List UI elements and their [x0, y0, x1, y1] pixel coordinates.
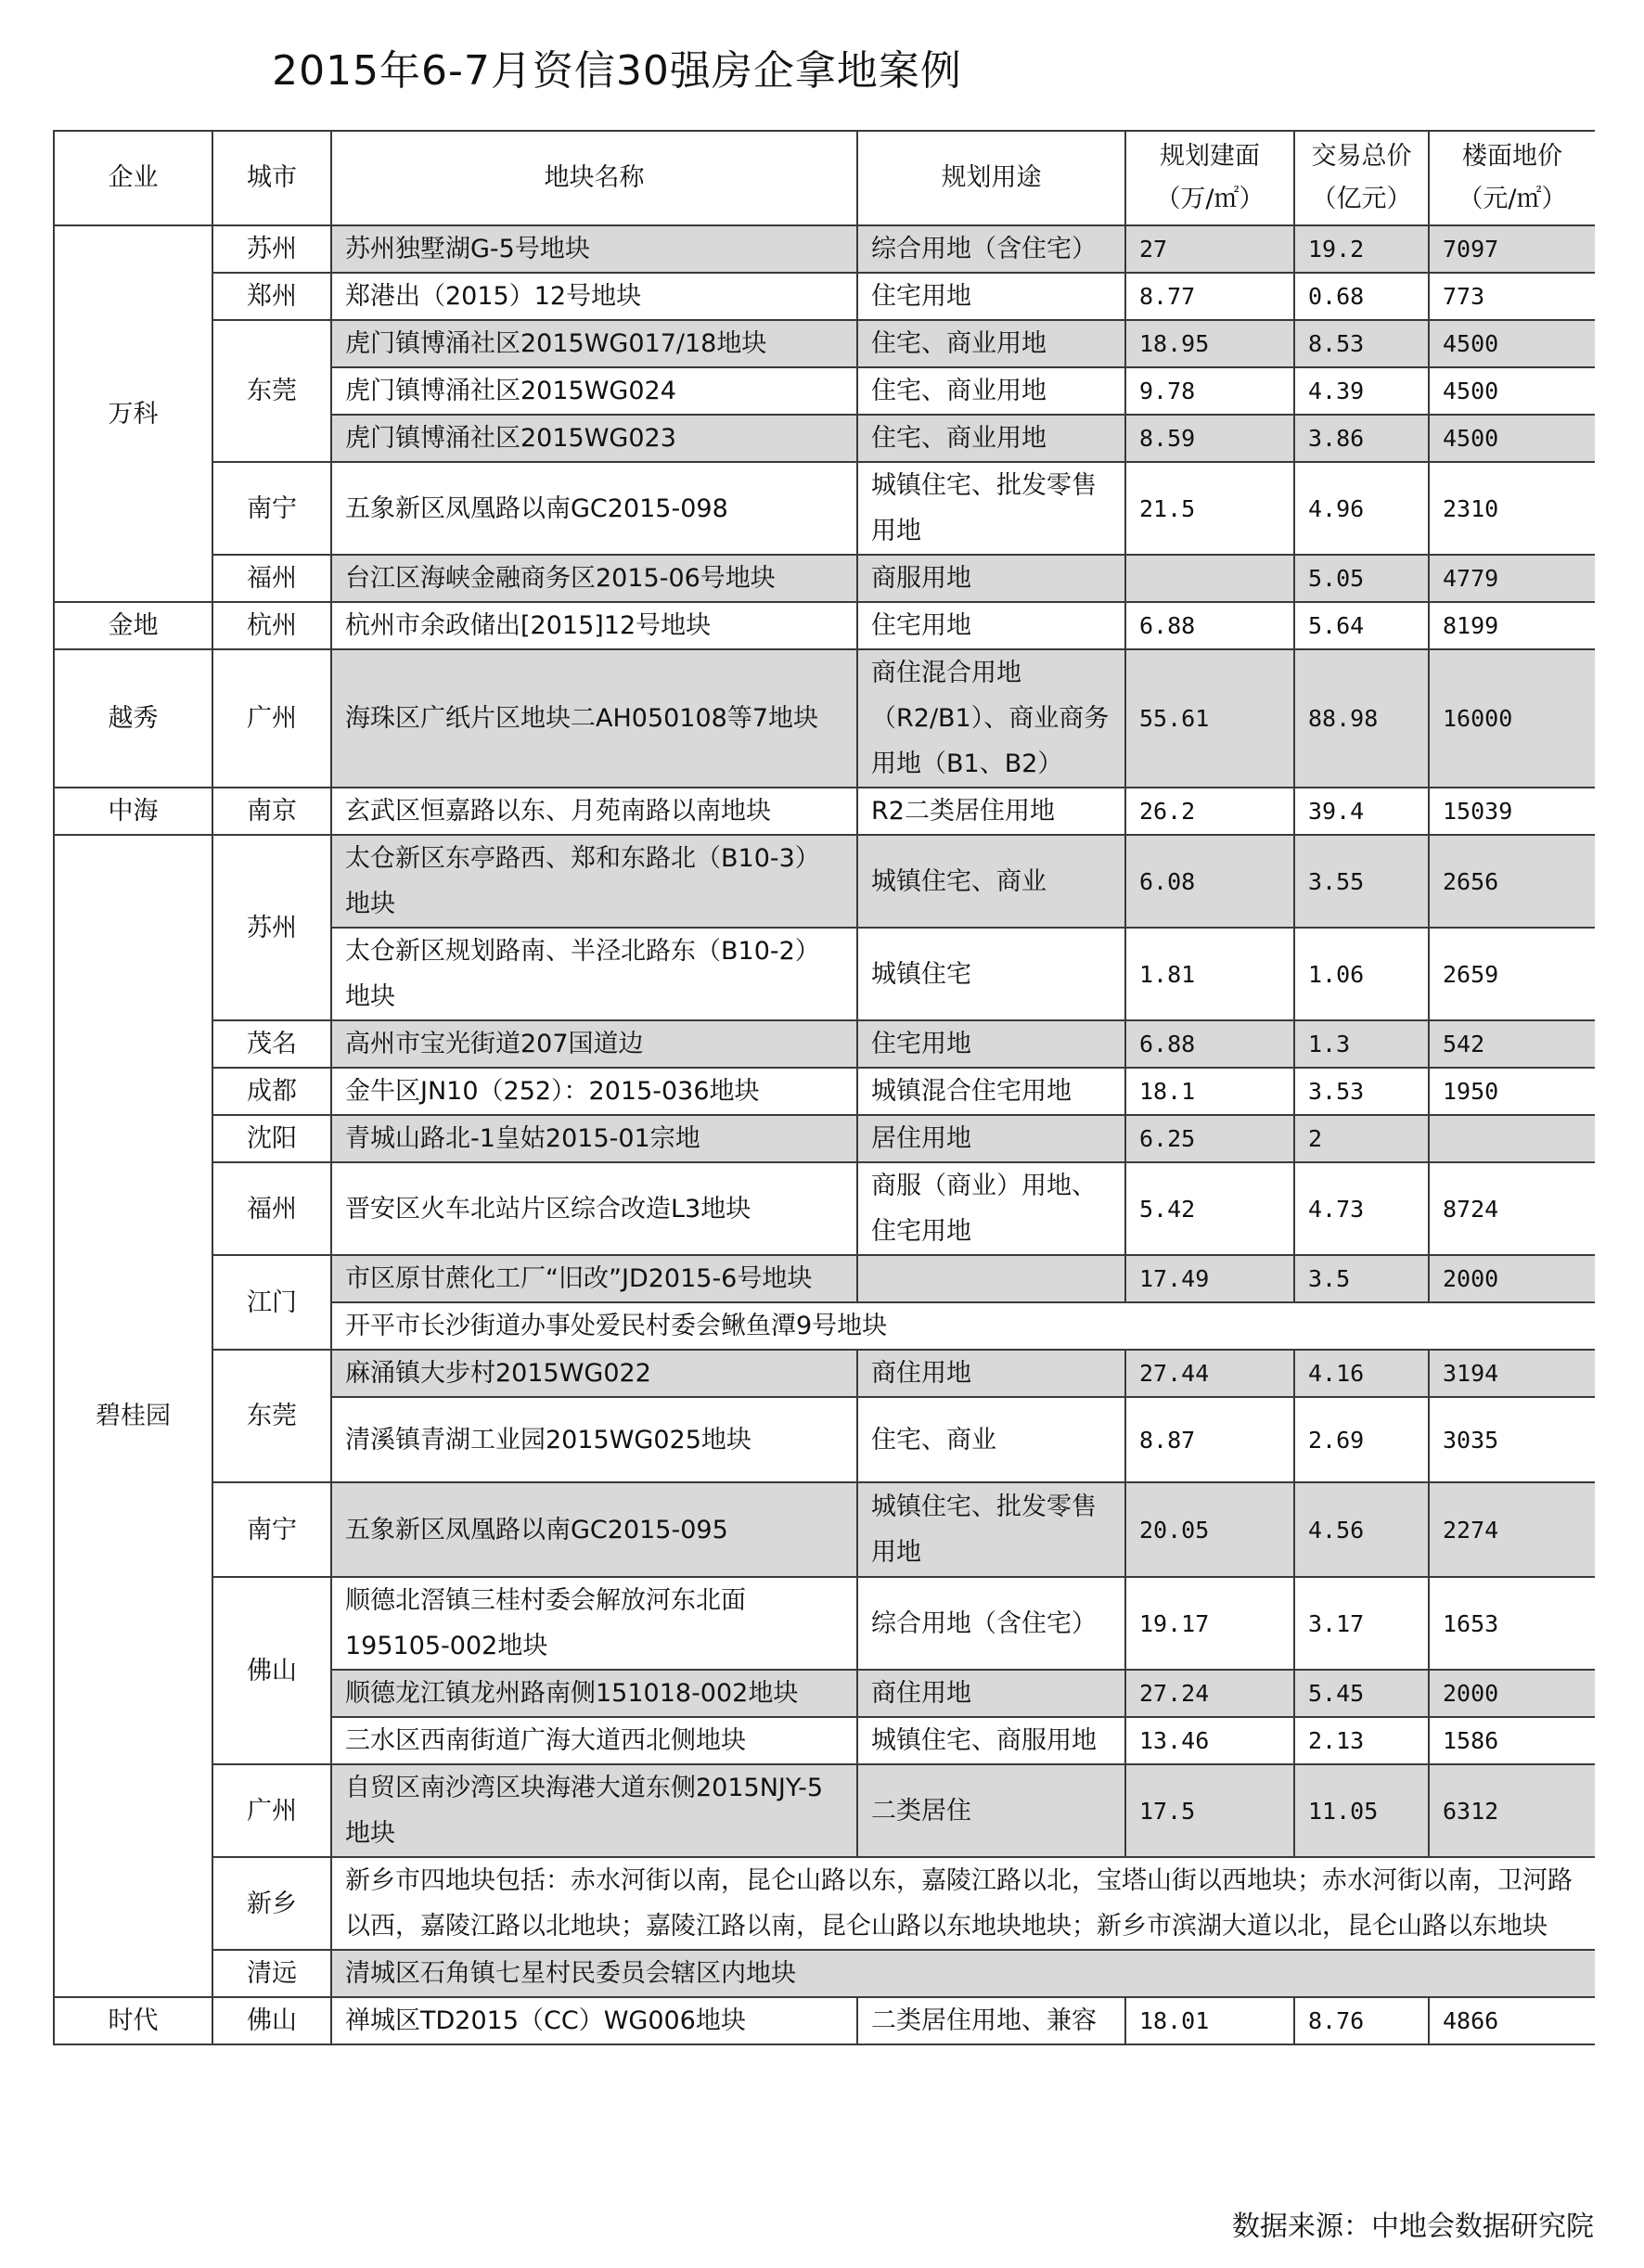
table-row [54, 1857, 1595, 1950]
plot-cell: 市区原甘蔗化工厂“旧改”JD2015-6号地块 [331, 1255, 857, 1302]
area-cell: 55.61 [1125, 649, 1294, 788]
plot-cell: 虎门镇博涌社区2015WG017/18地块 [331, 320, 857, 367]
use-cell: 二类居住用地、兼容 [857, 1997, 1125, 2044]
table-row [54, 1482, 1595, 1577]
unit-price-cell: 1586 [1429, 1717, 1595, 1764]
area-cell: 17.49 [1125, 1255, 1294, 1302]
use-cell: 商住用地 [857, 1670, 1125, 1717]
plot-cell: 金牛区JN10（252）：2015-036地块 [331, 1068, 857, 1115]
city-cell: 成都 [212, 1068, 331, 1115]
company-cell: 越秀 [54, 649, 212, 788]
use-cell: 商住用地 [857, 1350, 1125, 1397]
area-cell: 18.1 [1125, 1068, 1294, 1115]
unit-price-cell: 1653 [1429, 1577, 1595, 1670]
price-cell: 4.96 [1294, 462, 1429, 555]
use-cell: 综合用地（含住宅） [857, 1577, 1125, 1670]
unit-price-cell: 2274 [1429, 1482, 1595, 1577]
price-cell: 4.56 [1294, 1482, 1429, 1577]
plot-cell: 杭州市余政储出[2015]12号地块 [331, 602, 857, 649]
city-cell: 南宁 [212, 1482, 331, 1577]
city-cell: 清远 [212, 1950, 331, 1997]
plot-cell: 五象新区凤凰路以南GC2015-095 [331, 1482, 857, 1577]
unit-price-cell: 542 [1429, 1020, 1595, 1068]
plot-cell: 台江区海峡金融商务区2015-06号地块 [331, 555, 857, 602]
plot-cell: 顺德龙江镇龙州路南侧151018-002地块 [331, 1670, 857, 1717]
price-cell: 5.05 [1294, 555, 1429, 602]
company-cell: 碧桂园 [54, 835, 212, 1997]
use-cell: 商住混合用地（R2/B1）、商业商务用地（B1、B2） [857, 649, 1125, 788]
unit-price-cell: 1950 [1429, 1068, 1595, 1115]
plot-cell: 晋安区火车北站片区综合改造L3地块 [331, 1162, 857, 1255]
plot-cell: 郑港出（2015）12号地块 [331, 273, 857, 320]
area-cell: 26.2 [1125, 788, 1294, 835]
table-row [54, 462, 1595, 555]
use-cell: 住宅、商业用地 [857, 320, 1125, 367]
plot-cell: 麻涌镇大步村2015WG022 [331, 1350, 857, 1397]
price-cell: 0.68 [1294, 273, 1429, 320]
use-cell: 住宅、商业 [857, 1397, 1125, 1482]
use-cell: 住宅、商业用地 [857, 415, 1125, 462]
area-cell: 13.46 [1125, 1717, 1294, 1764]
unit-price-cell: 6312 [1429, 1764, 1595, 1857]
header-planned-use: 规划用途 [857, 131, 1125, 225]
table-row [54, 1255, 1595, 1302]
unit-price-cell: 4779 [1429, 555, 1595, 602]
table-row [54, 1764, 1595, 1857]
city-cell: 沈阳 [212, 1115, 331, 1162]
company-cell: 中海 [54, 788, 212, 835]
area-cell: 8.77 [1125, 273, 1294, 320]
unit-price-cell: 2000 [1429, 1255, 1595, 1302]
plot-cell: 顺德北滘镇三桂村委会解放河东北面195105-002地块 [331, 1577, 857, 1670]
price-cell: 11.05 [1294, 1764, 1429, 1857]
plot-cell: 五象新区凤凰路以南GC2015-098 [331, 462, 857, 555]
plot-cell: 苏州独墅湖G-5号地块 [331, 225, 857, 273]
price-cell: 8.53 [1294, 320, 1429, 367]
city-cell: 杭州 [212, 602, 331, 649]
price-cell: 4.16 [1294, 1350, 1429, 1397]
unit-price-cell: 4500 [1429, 367, 1595, 415]
area-cell: 18.01 [1125, 1997, 1294, 2044]
data-source-note: 数据来源：中地会数据研究院 [1232, 2210, 1594, 2243]
table-row [54, 1115, 1595, 1162]
area-cell: 27 [1125, 225, 1294, 273]
unit-price-cell: 7097 [1429, 225, 1595, 273]
use-cell: 住宅、商业用地 [857, 367, 1125, 415]
area-cell: 8.59 [1125, 415, 1294, 462]
header-planned-area: 规划建面 （万/㎡） [1125, 131, 1294, 225]
use-cell: 商服用地 [857, 555, 1125, 602]
unit-price-cell: 15039 [1429, 788, 1595, 835]
use-cell: 城镇混合住宅用地 [857, 1068, 1125, 1115]
price-cell: 3.55 [1294, 835, 1429, 928]
area-cell: 9.78 [1125, 367, 1294, 415]
plot-cell: 新乡市四地块包括：赤水河街以南，昆仑山路以东，嘉陵江路以北，宝塔山街以西地块；赤水河街以南，卫河路以西，嘉陵江路以北地块；嘉陵江路以南，昆仑山路以东地块地块；新乡市滨湖大道以北，昆仑山路以东地块 [331, 1857, 1595, 1950]
plot-cell: 自贸区南沙湾区块海港大道东侧2015NJY-5地块 [331, 1764, 857, 1857]
unit-price-cell [1429, 1115, 1595, 1162]
area-cell: 27.24 [1125, 1670, 1294, 1717]
plot-cell: 开平市长沙街道办事处爱民村委会鳅鱼潭9号地块 [331, 1302, 1595, 1350]
unit-price-cell: 3194 [1429, 1350, 1595, 1397]
plot-cell: 清溪镇青湖工业园2015WG025地块 [331, 1397, 857, 1482]
price-cell: 3.5 [1294, 1255, 1429, 1302]
table-row [54, 1068, 1595, 1115]
city-cell: 广州 [212, 1764, 331, 1857]
area-cell: 21.5 [1125, 462, 1294, 555]
table-row [54, 1950, 1595, 1997]
area-cell: 1.81 [1125, 928, 1294, 1020]
table-row [54, 1020, 1595, 1068]
header-plot-name: 地块名称 [331, 131, 857, 225]
unit-price-cell: 4866 [1429, 1997, 1595, 2044]
city-cell: 东莞 [212, 1350, 331, 1482]
use-cell: 二类居住 [857, 1764, 1125, 1857]
city-cell: 广州 [212, 649, 331, 788]
city-cell: 南宁 [212, 462, 331, 555]
header-company: 企业 [54, 131, 212, 225]
table-row [54, 1577, 1595, 1670]
use-cell: 城镇住宅、商服用地 [857, 1717, 1125, 1764]
table-row [54, 273, 1595, 320]
area-cell: 6.25 [1125, 1115, 1294, 1162]
city-cell: 苏州 [212, 225, 331, 273]
plot-cell: 清城区石角镇七星村民委员会辖区内地块 [331, 1950, 1595, 1997]
area-cell: 18.95 [1125, 320, 1294, 367]
city-cell: 茂名 [212, 1020, 331, 1068]
unit-price-cell: 773 [1429, 273, 1595, 320]
area-cell [1125, 555, 1294, 602]
price-cell: 3.17 [1294, 1577, 1429, 1670]
company-cell: 金地 [54, 602, 212, 649]
use-cell: 城镇住宅、批发零售用地 [857, 462, 1125, 555]
area-cell: 6.88 [1125, 1020, 1294, 1068]
unit-price-cell: 2659 [1429, 928, 1595, 1020]
price-cell: 3.86 [1294, 415, 1429, 462]
use-cell: 住宅用地 [857, 1020, 1125, 1068]
price-cell: 4.73 [1294, 1162, 1429, 1255]
area-cell: 6.88 [1125, 602, 1294, 649]
unit-price-cell: 4500 [1429, 415, 1595, 462]
area-cell: 20.05 [1125, 1482, 1294, 1577]
price-cell: 5.45 [1294, 1670, 1429, 1717]
table-row [54, 1162, 1595, 1255]
table-row [54, 602, 1595, 649]
plot-cell: 高州市宝光街道207国道边 [331, 1020, 857, 1068]
use-cell: 住宅用地 [857, 273, 1125, 320]
use-cell: 综合用地（含住宅） [857, 225, 1125, 273]
plot-cell: 三水区西南街道广海大道西北侧地块 [331, 1717, 857, 1764]
page-title: 2015年6-7月资信30强房企拿地案例 [272, 47, 962, 95]
city-cell: 新乡 [212, 1857, 331, 1950]
area-cell: 8.87 [1125, 1397, 1294, 1482]
price-cell: 4.39 [1294, 367, 1429, 415]
area-cell: 27.44 [1125, 1350, 1294, 1397]
use-cell: 城镇住宅、商业 [857, 835, 1125, 928]
price-cell: 19.2 [1294, 225, 1429, 273]
plot-cell: 禅城区TD2015（CC）WG006地块 [331, 1997, 857, 2044]
table-header-row [54, 131, 1595, 225]
data-table-container [53, 130, 1595, 2198]
company-cell: 万科 [54, 225, 212, 602]
header-total-price: 交易总价 （亿元） [1294, 131, 1429, 225]
price-cell: 2.13 [1294, 1717, 1429, 1764]
unit-price-cell: 8199 [1429, 602, 1595, 649]
plot-cell: 太仓新区东亭路西、郑和东路北（B10-3）地块 [331, 835, 857, 928]
use-cell: 城镇住宅 [857, 928, 1125, 1020]
plot-cell: 太仓新区规划路南、半泾北路东（B10-2）地块 [331, 928, 857, 1020]
company-cell: 时代 [54, 1997, 212, 2044]
plot-cell: 玄武区恒嘉路以东、月苑南路以南地块 [331, 788, 857, 835]
city-cell: 江门 [212, 1255, 331, 1350]
city-cell: 佛山 [212, 1577, 331, 1764]
table-row [54, 1350, 1595, 1397]
header-city: 城市 [212, 131, 331, 225]
price-cell: 1.3 [1294, 1020, 1429, 1068]
price-cell: 8.76 [1294, 1997, 1429, 2044]
price-cell: 88.98 [1294, 649, 1429, 788]
area-cell: 19.17 [1125, 1577, 1294, 1670]
area-cell: 5.42 [1125, 1162, 1294, 1255]
unit-price-cell: 2656 [1429, 835, 1595, 928]
city-cell: 苏州 [212, 835, 331, 1020]
unit-price-cell: 2310 [1429, 462, 1595, 555]
use-cell [857, 1255, 1125, 1302]
use-cell: 城镇住宅、批发零售用地 [857, 1482, 1125, 1577]
unit-price-cell: 2000 [1429, 1670, 1595, 1717]
use-cell: 住宅用地 [857, 602, 1125, 649]
land-acquisition-table [53, 130, 1595, 2045]
plot-cell: 青城山路北-1皇姑2015-01宗地 [331, 1115, 857, 1162]
table-row [54, 320, 1595, 367]
table-row [54, 649, 1595, 788]
price-cell: 3.53 [1294, 1068, 1429, 1115]
city-cell: 福州 [212, 555, 331, 602]
city-cell: 东莞 [212, 320, 331, 462]
price-cell: 5.64 [1294, 602, 1429, 649]
price-cell: 1.06 [1294, 928, 1429, 1020]
plot-cell: 虎门镇博涌社区2015WG024 [331, 367, 857, 415]
unit-price-cell: 8724 [1429, 1162, 1595, 1255]
plot-cell: 虎门镇博涌社区2015WG023 [331, 415, 857, 462]
unit-price-cell: 3035 [1429, 1397, 1595, 1482]
table-row [54, 225, 1595, 273]
city-cell: 郑州 [212, 273, 331, 320]
unit-price-cell: 16000 [1429, 649, 1595, 788]
area-cell: 17.5 [1125, 1764, 1294, 1857]
price-cell: 2.69 [1294, 1397, 1429, 1482]
price-cell: 39.4 [1294, 788, 1429, 835]
city-cell: 南京 [212, 788, 331, 835]
price-cell: 2 [1294, 1115, 1429, 1162]
table-row [54, 1997, 1595, 2044]
table-row [54, 788, 1595, 835]
area-cell: 6.08 [1125, 835, 1294, 928]
use-cell: 居住用地 [857, 1115, 1125, 1162]
use-cell: R2二类居住用地 [857, 788, 1125, 835]
city-cell: 福州 [212, 1162, 331, 1255]
unit-price-cell: 4500 [1429, 320, 1595, 367]
plot-cell: 海珠区广纸片区地块二AH050108等7地块 [331, 649, 857, 788]
table-row [54, 555, 1595, 602]
city-cell: 佛山 [212, 1997, 331, 2044]
header-unit-price: 楼面地价 （元/㎡） [1429, 131, 1595, 225]
use-cell: 商服（商业）用地、住宅用地 [857, 1162, 1125, 1255]
table-row [54, 835, 1595, 928]
